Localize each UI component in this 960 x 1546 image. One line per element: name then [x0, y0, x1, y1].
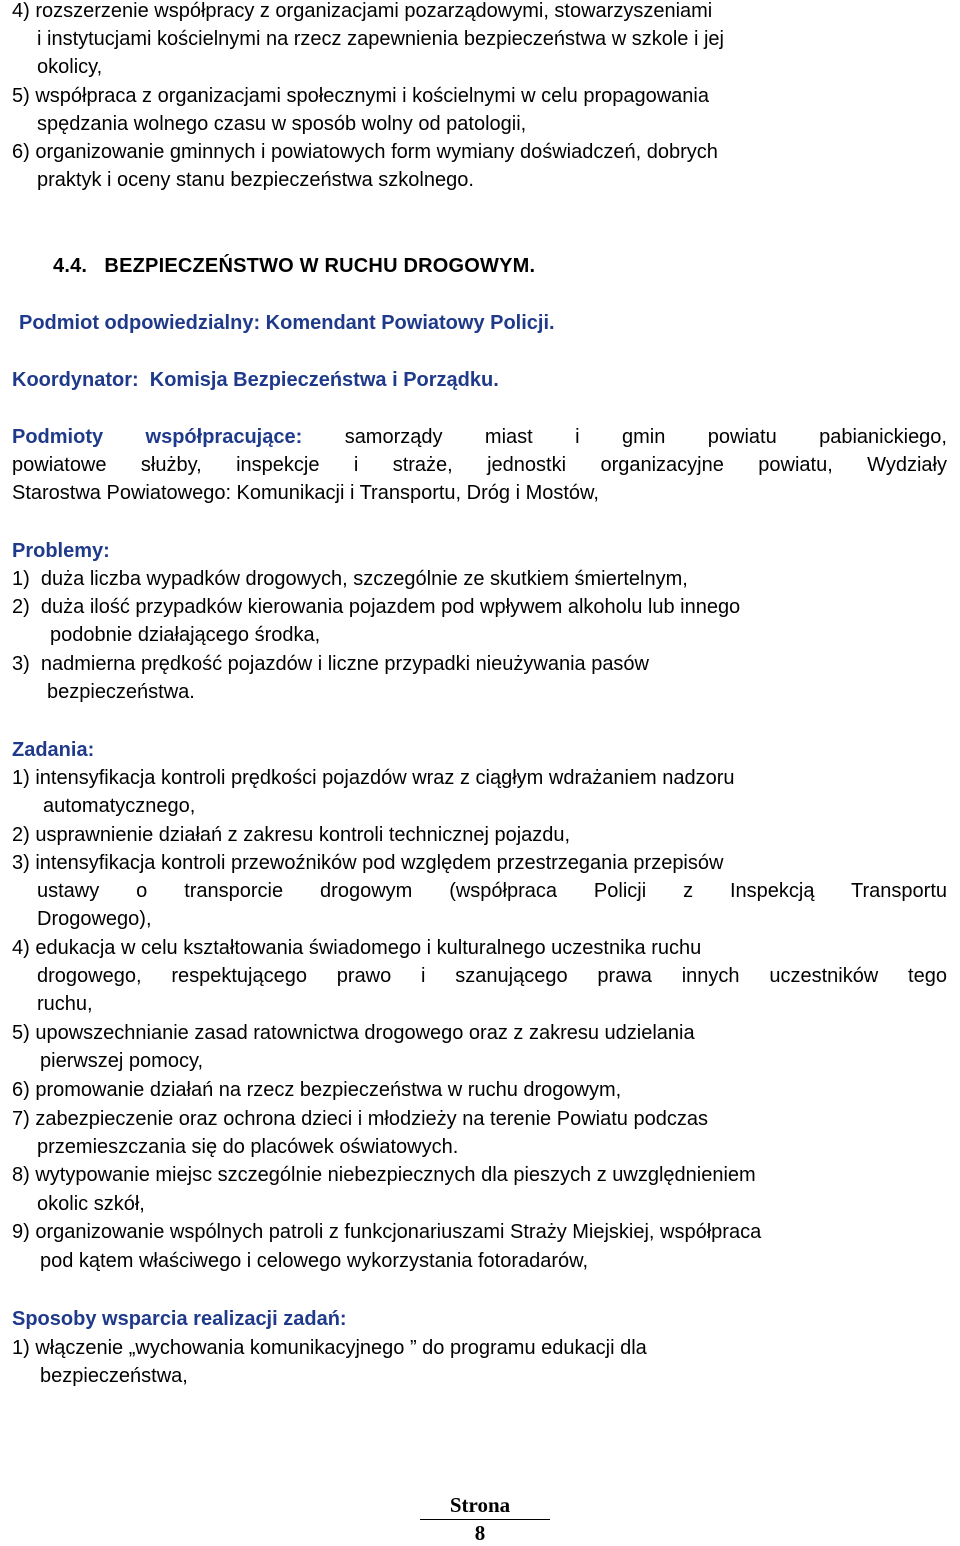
problem-item: 2) duża ilość przypadków kierowania pojazdem pod wpływem alkoholu lub innego: [12, 596, 741, 618]
task-item: pierwszej pomocy,: [40, 1050, 204, 1072]
cooperating-paragraph-line: [12, 423, 947, 451]
support-label: Sposoby wsparcia realizacji zadań:: [12, 1308, 347, 1330]
cooperating-paragraph-line: powiatowe służby, inspekcje i straże, jednostki organizacyjne powiatu, Wydziały: [12, 454, 947, 476]
task-item: Drogowego),: [37, 908, 152, 930]
list-item: praktyk i oceny stanu bezpieczeństwa szkolnego.: [37, 169, 474, 191]
task-item: 7) zabezpieczenie oraz ochrona dzieci i młodzieży na terenie Powiatu podczas: [12, 1108, 708, 1130]
task-item: okolic szkół,: [37, 1193, 145, 1215]
cooperating-paragraph-line: Starostwa Powiatowego: Komunikacji i Transportu, Dróg i Mostów,: [12, 482, 599, 504]
support-item: bezpieczeństwa,: [40, 1365, 188, 1387]
coordinator: Koordynator: Komisja Bezpieczeństwa i Porządku.: [12, 369, 499, 391]
cooperating-label: Podmioty współpracujące:: [12, 426, 303, 448]
responsible-party: Podmiot odpowiedzialny: Komendant Powiatowy Policji.: [19, 312, 555, 334]
page-number: 8: [474, 1521, 486, 1545]
task-item: 6) promowanie działań na rzecz bezpieczeństwa w ruchu drogowym,: [12, 1079, 622, 1101]
problems-label: Problemy:: [12, 540, 110, 562]
tasks-label: Zadania:: [12, 739, 95, 761]
task-item: 4) edukacja w celu kształtowania świadomego i kulturalnego uczestnika ruchu: [12, 937, 702, 959]
footer-label: Strona: [449, 1493, 511, 1517]
task-item: drogowego, respektującego prawo i szanującego prawa innych uczestników tego: [37, 965, 947, 987]
task-item: pod kątem właściwego i celowego wykorzystania fotoradarów,: [40, 1250, 589, 1272]
list-item: i instytucjami kościelnymi na rzecz zapewnienia bezpieczeństwa w szkole i jej: [37, 28, 724, 50]
task-item: 3) intensyfikacja kontroli przewoźników pod względem przestrzegania przepisów: [12, 852, 724, 874]
problem-item: podobnie działającego środka,: [50, 624, 321, 646]
list-item: 4) rozszerzenie współpracy z organizacjami pozarządowymi, stowarzyszeniami: [12, 0, 713, 22]
task-item: 1) intensyfikacja kontroli prędkości pojazdów wraz z ciągłym wdrażaniem nadzoru: [12, 767, 735, 789]
task-item: automatycznego,: [43, 795, 196, 817]
cooperating-text: samorządy miast i gmin powiatu pabianickiego,: [344, 426, 947, 448]
task-item: ustawy o transporcie drogowym (współpraca Policji z Inspekcją Transportu: [37, 880, 947, 902]
section-heading: 4.4. BEZPIECZEŃSTWO W RUCHU DROGOWYM.: [53, 255, 536, 277]
list-item: okolicy,: [37, 56, 103, 78]
task-item: 5) upowszechnianie zasad ratownictwa drogowego oraz z zakresu udzielania: [12, 1022, 695, 1044]
list-item: 5) współpraca z organizacjami społecznymi i kościelnymi w celu propagowania: [12, 85, 709, 107]
task-item: przemieszczania się do placówek oświatowych.: [37, 1136, 459, 1158]
support-item: 1) włączenie „wychowania komunikacyjnego ” do programu edukacji dla: [12, 1337, 647, 1359]
problem-item: 1) duża liczba wypadków drogowych, szczególnie ze skutkiem śmiertelnym,: [12, 568, 688, 590]
problem-item: bezpieczeństwa.: [47, 681, 195, 703]
task-item: 2) usprawnienie działań z zakresu kontroli technicznej pojazdu,: [12, 824, 571, 846]
task-item: ruchu,: [37, 993, 93, 1015]
list-item: spędzania wolnego czasu w sposób wolny od patologii,: [37, 113, 527, 135]
task-item: 9) organizowanie wspólnych patroli z funkcjonariuszami Straży Miejskiej, współpraca: [12, 1221, 762, 1243]
problem-item: 3) nadmierna prędkość pojazdów i liczne przypadki nieużywania pasów: [12, 653, 650, 675]
list-item: 6) organizowanie gminnych i powiatowych form wymiany doświadczeń, dobrych: [12, 141, 718, 163]
task-item: 8) wytypowanie miejsc szczególnie niebezpiecznych dla pieszych z uwzględnieniem: [12, 1164, 756, 1186]
